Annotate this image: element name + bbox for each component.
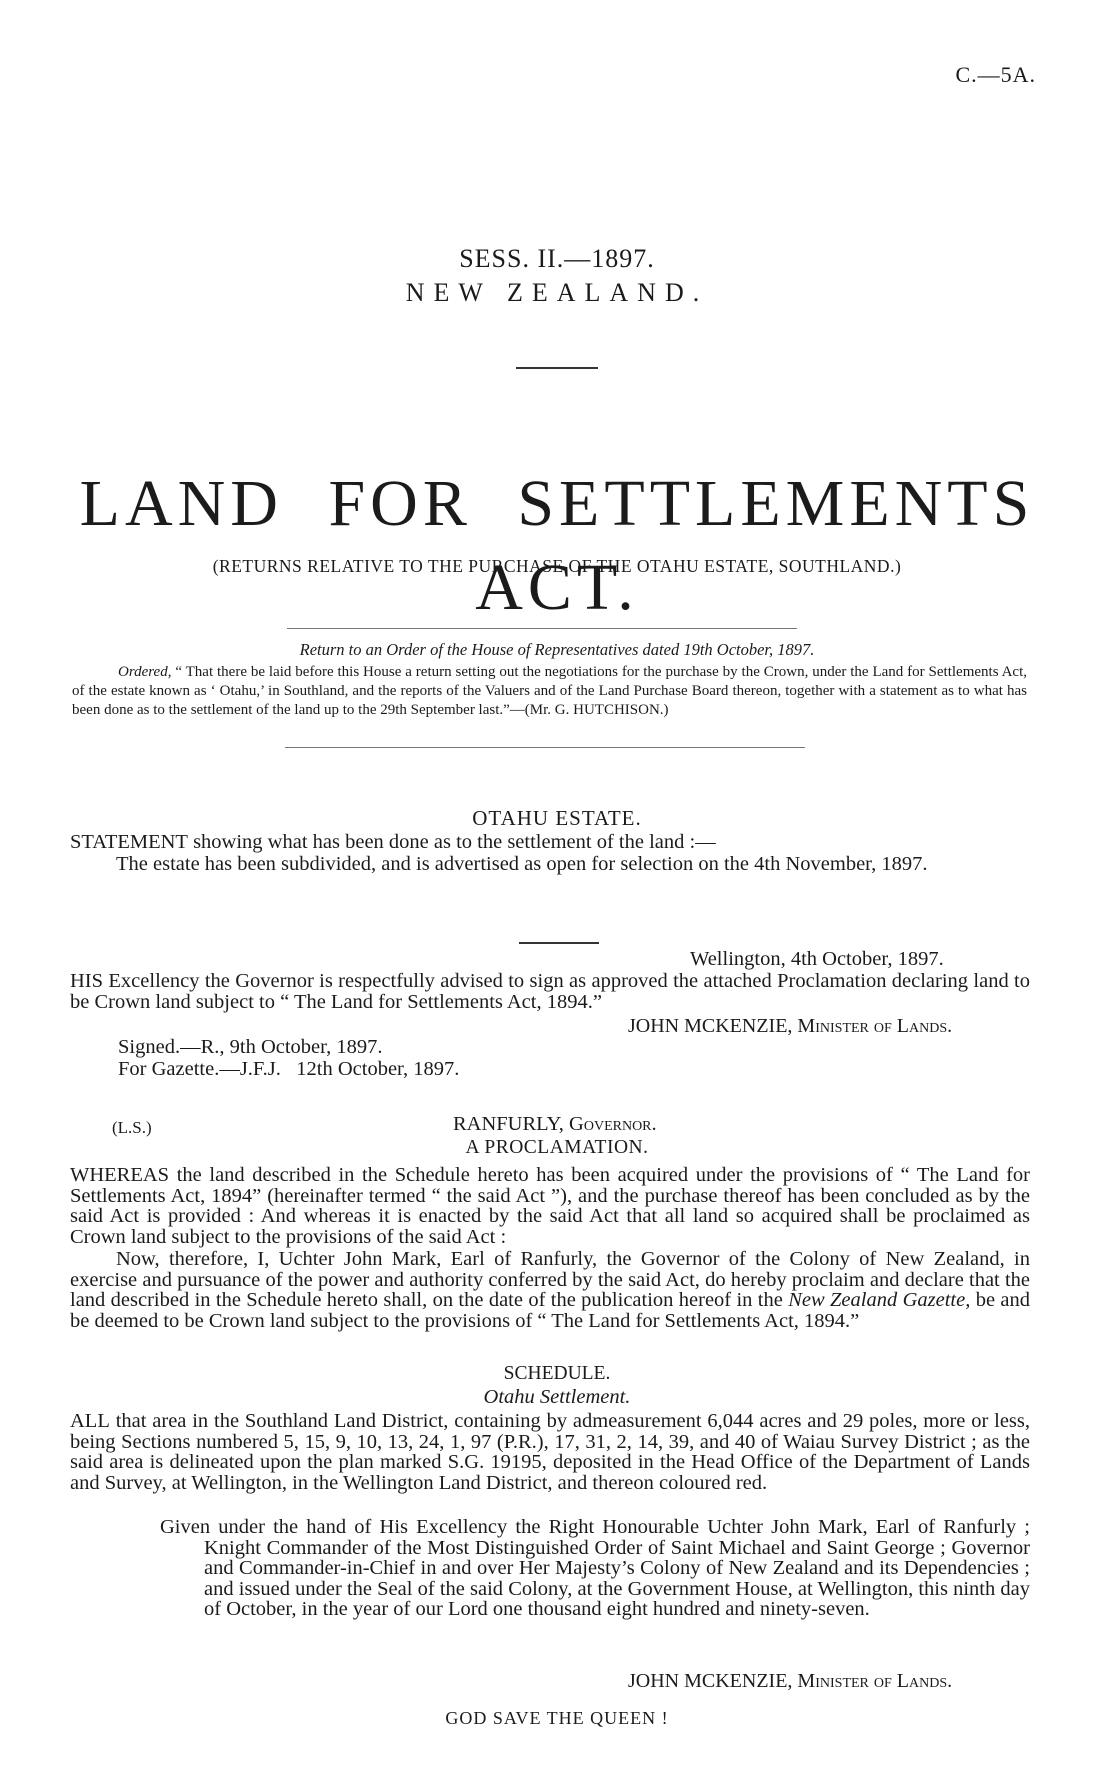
memo-paragraph [70,971,1030,1012]
all-lead: ALL [70,1410,110,1432]
now-therefore-after: be and be deemed to be Crown land subject to the provisions of “ The Land for Settlements Act, 1894.” [70,1289,1031,1332]
memo-signed: Signed.—R., 9th October, 1897. [118,1036,383,1058]
memo-text: Excellency the Governor is respectfully advised to sign as approved the attached Proclamation declaring land to be Crown land subject to “ The Land for Settlements Act, 1894.” [70,970,1030,1013]
country-line: NEW ZEALAND. [405,278,709,307]
proclamation-heading: A PROCLAMATION. [465,1137,649,1158]
gazette-name: New Zealand Gazette, [788,1289,971,1311]
given-paragraph: Given under the hand of His Excellency the Right Honourable Uchter John Mark, Earl of Ranfurly ; Knight Commander of the Most Distinguished Order of Saint Michael and Saint George ; Governor and Commander-in-Chief in and over Her Majesty’s Colony of New Zealand and its Dependencies ; and issued under the Seal of the said Colony, at the Government House, at Wellington, this ninth day of October, in the year of our Lord one thousand eight hundred and ninety-seven. [160,1516,1030,1620]
whereas-paragraph [70,1165,1030,1247]
memo-date: Wellington, 4th October, 1897. [690,948,944,970]
closing-line: GOD SAVE THE QUEEN ! [445,1708,669,1728]
final-signatory: JOHN MCKENZIE, Minister of Lands. [628,1670,953,1692]
session-line: SESS. II.—1897. [459,244,655,273]
all-text: that area in the Southland Land District, containing by admeasurement 6,044 acres and 29 poles, more or less, being Sections numbered 5, 15, 9, 10, 13, 24, 1, 97 (P.R.), 17, 31, 2, 14, 39, and 40 of Waiau Survey District ; as the said area is delineated upon the plan marked S.G. 19195, deposited in the Head Office of the Department of Lands and Survey, at Wellington, in the Wellington Land District, and thereon coloured red. [70,1410,1031,1494]
memo-lead: HIS [70,970,104,992]
schedule-paragraph [70,1411,1030,1493]
now-therefore-paragraph [70,1249,1030,1331]
statement-body: The estate has been subdivided, and is advertised as open for selection on the 4th November, 1897. [116,853,928,875]
return-order: Return to an Order of the House of Representatives dated 19th October, 1897. [299,640,815,659]
settlement-name: Otahu Settlement. [483,1386,631,1408]
estate-heading: OTAHU ESTATE. [472,806,642,830]
statement-label: STATEMENT [70,831,188,853]
whereas-lead: WHEREAS [70,1164,170,1186]
ordered-text: “ That there be laid before this House a return setting out the negotiations for the purchase by the Crown, under the Land for Settlements Act, of the estate known as ‘ Otahu,’ in Southland, and the reports of the Valuers and of the Land Purchase Board thereon, together with a statement as to what has been done as to the settlement of the land up to the 29th September last.”—(Mr. G. HUTCHISON.) [72,664,1028,718]
ordered-paragraph [72,663,1027,720]
statement-line [70,832,1030,853]
memo-signatory: JOHN MCKENZIE, Minister of Lands. [628,1015,953,1037]
divider-bottom [285,747,805,748]
memo-gazette: For Gazette.—J.F.J. 12th October, 1897. [118,1058,460,1080]
statement-text: showing what has been done as to the settlement of the land :— [193,831,716,853]
schedule-heading: SCHEDULE. [503,1363,611,1384]
section-divider-1 [519,942,599,944]
main-title: LAND FOR SETTLEMENTS ACT. [79,467,1035,624]
seal-mark: (L.S.) [112,1118,152,1137]
whereas-text: the land described in the Schedule hereto has been acquired under the provisions of “ The Land for Settlements Act, 1894” (hereinafter termed “ the said Act ”), and the purchase thereof has been concluded as by the said Act is provided : And whereas it is enacted by the said Act that all land so acquired shall be proclaimed as Crown land subject to the provisions of the said Act : [70,1164,1030,1248]
divider-top [287,628,797,629]
main-subtitle: (RETURNS RELATIVE TO THE PURCHASE OF THE OTAHU ESTATE, SOUTHLAND.) [212,556,902,576]
ordered-label: Ordered, [118,664,172,680]
document-reference: C.—5A. [955,62,1036,87]
short-divider [516,367,598,369]
now-therefore-before: Now, therefore, I, Uchter John Mark, Earl of Ranfurly, the Governor of the Colony of New Zealand, in exercise and pursuance of the power and authority conferred by the said Act, do hereby proclaim and declare that the land described in the Schedule hereto shall, on the date of the publication hereof in the [70,1248,1030,1311]
governor-line: RANFURLY, Governor. [453,1113,657,1135]
